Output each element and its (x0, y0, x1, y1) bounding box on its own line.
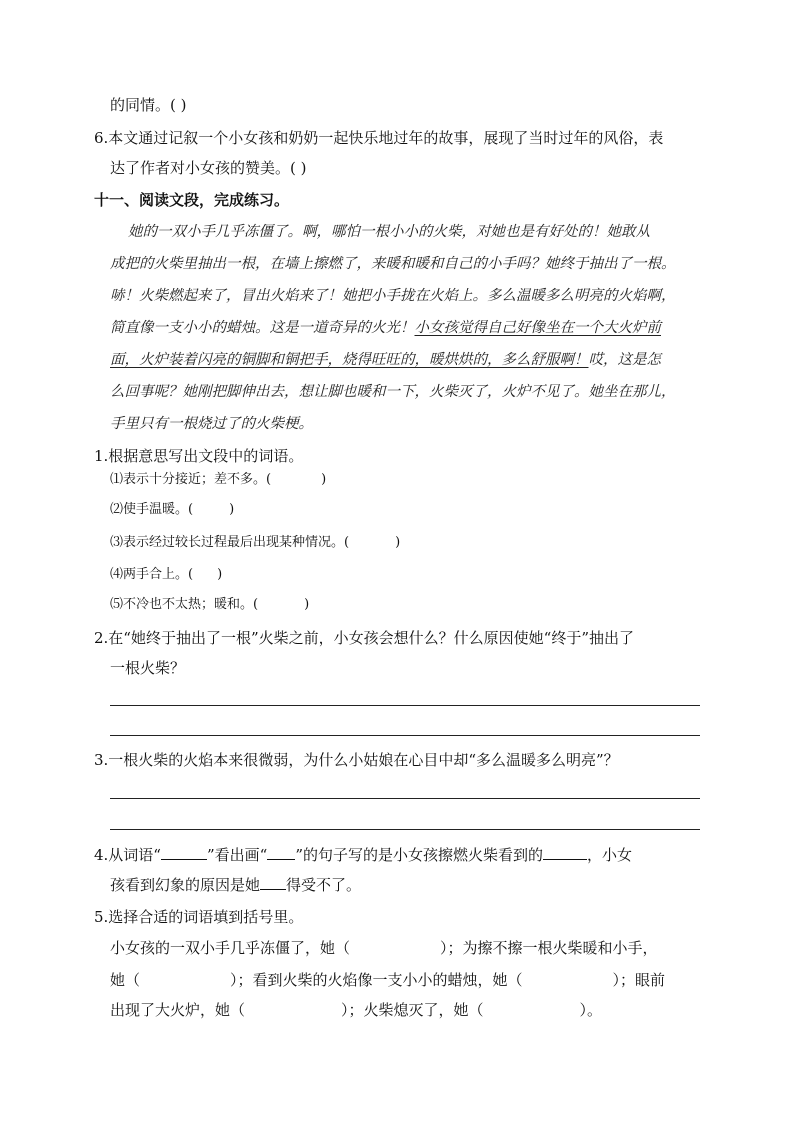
q5-line2 (110, 970, 665, 990)
q5-text-8: ）。 (579, 1001, 603, 1019)
q4-text-2: ”看出画“ (206, 846, 268, 864)
passage-line-6: 么回事呢？她刚把脚伸出去，想让脚也暖和一下，火柴灭了，火炉不见了。她坐在那儿， (110, 384, 676, 400)
question-6-line2: 达了作者对小女孩的赞美。( ) (110, 159, 307, 177)
q4-text-4: ，小女 (587, 846, 633, 864)
q1-item-4 (110, 565, 222, 585)
passage-line-1: 她的一双小手几乎冻僵了。啊，哪怕一根小小的火柴，对她也是有好处的！她敢从 (128, 224, 650, 240)
q5-text-2: ）；为擦不擦一根火柴暖和小手， (440, 939, 658, 957)
q4-blank-2[interactable] (267, 845, 295, 860)
q1-item-1-close: ) (321, 472, 327, 487)
q1-item-4-close: ) (217, 567, 223, 582)
q5-stem: 5.选择合适的词语填到括号里。 (94, 908, 304, 926)
q2-line2: 一根火柴？ (110, 659, 186, 677)
q1-stem: 1.根据意思写出文段中的词语。 (94, 447, 304, 465)
passage-line-2: 成把的火柴里抽出一根，在墙上擦燃了，来暖和暖和自己的小手吗？她终于抽出了一根。 (110, 256, 676, 272)
q1-item-5-text: ⑸不冷也不太热；暖和。( (110, 597, 259, 612)
q1-item-3-close: ) (395, 535, 401, 550)
q1-item-2 (110, 500, 234, 520)
q1-item-1-text: ⑴表示十分接近；差不多。( (110, 472, 272, 487)
q1-item-3-text: ⑶表示经过较长过程最后出现某种情况。( (110, 535, 350, 550)
q5-text-4: ）；看到火柴的火焰像一支小小的蜡烛，她（ (230, 971, 523, 989)
q4-text-3: ”的句子写的是小女孩擦燃火柴看到的 (295, 846, 543, 864)
section-11-title: 十一、阅读文段，完成练习。 (94, 191, 290, 209)
question-6-line1: 6.本文通过记叙一个小女孩和奶奶一起快乐地过年的故事，展现了当时过年的风俗，表 (94, 129, 664, 147)
q4-text-1: 4.从词语“ (94, 846, 161, 864)
passage-line-3: 哧！火柴燃起来了，冒出火焰来了！她把小手拢在火焰上。多么温暖多么明亮的火焰啊， (110, 288, 676, 304)
q5-text-6: 出现了大火炉，她（ (110, 1001, 246, 1019)
q2-answer-line-1[interactable] (110, 705, 700, 706)
q4-blank-1[interactable] (161, 845, 207, 860)
q2-answer-line-2[interactable] (110, 735, 700, 736)
q4-line2 (110, 875, 361, 895)
q3-answer-line-2[interactable] (110, 829, 700, 830)
q1-item-2-close: ) (229, 502, 235, 517)
q1-item-5-close: ) (304, 597, 310, 612)
passage-line-5 (110, 350, 661, 370)
q1-item-3 (110, 533, 400, 553)
q2-line1: 2.在“她终于抽出了一根”火柴之前，小女孩会想什么？什么原因使她“终于”抽出了 (94, 629, 634, 647)
q5-line3 (110, 1000, 602, 1020)
q5-text-5: ）；眼前 (612, 971, 666, 989)
q4-line1 (94, 845, 632, 865)
q5-text-1: 小女孩的一双小手几乎冻僵了，她（ (110, 939, 351, 957)
q3-line1: 3.一根火柴的火焰本来很微弱，为什么小姑娘在心目中却“多么温暖多么明亮”？ (94, 751, 619, 769)
q5-line1 (110, 938, 658, 958)
passage-line-5-text: 哎，这是怎 (588, 352, 661, 368)
q5-text-3: 她（ (110, 971, 141, 989)
passage-line-7: 手里只有一根烧过了的火柴梗。 (110, 416, 313, 432)
passage-line-4 (110, 318, 661, 338)
underlined-sentence-part2: 面，火炉装着闪亮的铜脚和铜把手，烧得旺旺的，暖烘烘的，多么舒服啊！ (110, 352, 589, 368)
q1-item-5 (110, 595, 309, 615)
q4-blank-3[interactable] (543, 845, 587, 860)
q4-text-5: 孩看到幻象的原因是她 (110, 876, 261, 894)
q5-text-7: ）；火柴熄灭了，她（ (341, 1001, 484, 1019)
q1-item-1 (110, 470, 326, 490)
passage-line-4-text: 简直像一支小小的蜡烛。这是一道奇异的火光！ (110, 320, 415, 336)
prev-question-continuation: 的同情。( ) (110, 96, 187, 114)
q3-answer-line-1[interactable] (110, 798, 700, 799)
underlined-sentence-part1: 小女孩觉得自己好像坐在一个大火炉前 (414, 320, 661, 336)
q4-blank-4[interactable] (260, 875, 286, 890)
q1-item-4-text: ⑷两手合上。( (110, 567, 194, 582)
q1-item-2-text: ⑵使手温暖。( (110, 502, 194, 517)
q4-text-6: 得受不了。 (286, 876, 362, 894)
